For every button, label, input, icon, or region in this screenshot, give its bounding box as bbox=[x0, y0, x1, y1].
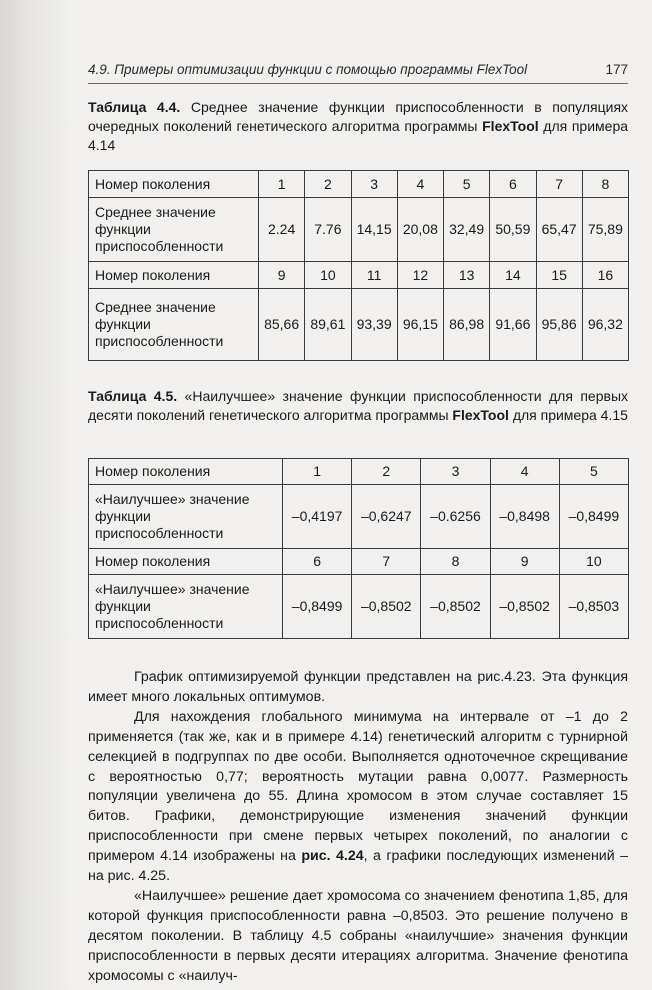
table-cell: 86,98 bbox=[444, 289, 490, 361]
table-cell: –0,8502 bbox=[421, 575, 490, 639]
page-number: 177 bbox=[605, 62, 628, 77]
table-row bbox=[89, 289, 629, 361]
row-label: Номер поколения bbox=[89, 171, 259, 198]
table-row bbox=[89, 171, 629, 198]
table-4-4 bbox=[88, 170, 629, 361]
table-cell: –0,4197 bbox=[283, 485, 352, 549]
table-cell: 1 bbox=[259, 171, 305, 198]
row-label: Номер поколения bbox=[89, 459, 283, 485]
table-cell: 96,15 bbox=[397, 289, 443, 361]
table-cell: 96,32 bbox=[582, 289, 628, 361]
table-cell: –0,8502 bbox=[490, 575, 559, 639]
table-cell: –0,8502 bbox=[352, 575, 421, 639]
table-cell: 75,89 bbox=[582, 198, 628, 262]
table-cell: 65,47 bbox=[536, 198, 582, 262]
table-cell: 14 bbox=[490, 262, 536, 289]
table-cell: 3 bbox=[421, 459, 490, 485]
table-cell: 3 bbox=[351, 171, 397, 198]
table-4-4-caption bbox=[88, 98, 628, 155]
table-row bbox=[89, 262, 629, 289]
table-4-5-caption-prog: FlexTool bbox=[452, 407, 509, 423]
table-cell: 50,59 bbox=[490, 198, 536, 262]
table-row bbox=[89, 459, 629, 485]
table-cell: –0,8503 bbox=[559, 575, 628, 639]
row-label: «Наилучшее» значение функции приспособленности bbox=[89, 485, 283, 549]
paragraph-text: Для нахождения глобального минимума на интервале от –1 до 2 применяется (так же, как и в примере 4.14) генетический алгоритм с турнирной селекцией в подгруппах по две особи. Выполняется одноточечное скрещивание с вероятностью 0,77; вероятность мутации равна 0,0077. Размерность популяции увеличена до 55. Длина хромосом в этом случае составляет 15 битов. Графики, демонстрирующие изменения значений функции приспособленности при смене первых четырех поколений, по аналогии с примером 4.14 изображены на bbox=[88, 708, 628, 865]
paragraph: «Наилучшее» решение дает хромосома со значением фенотипа 1,85, для которой функция приспособленности равна –0,8503. Это решение получено в десятом поколении. В таблицу 4.5 собраны «наилучшие» значения функции приспособленности в первых десяти итерациях алгоритма. Значение фенотипа хромосомы с «наилуч- bbox=[88, 887, 628, 984]
row-label: Среднее значение функции приспособленности bbox=[89, 289, 259, 361]
table-4-5-caption bbox=[88, 387, 628, 425]
table-4-5-caption-label: Таблица 4.5. bbox=[88, 388, 178, 404]
header-title: 4.9. Примеры оптимизации функции с помощью программы FlexTool bbox=[88, 62, 528, 77]
table-cell: 11 bbox=[351, 262, 397, 289]
table-4-4-caption-label: Таблица 4.4. bbox=[88, 99, 181, 115]
table-cell: –0,6247 bbox=[352, 485, 421, 549]
table-cell: 16 bbox=[582, 262, 628, 289]
table-cell: 6 bbox=[490, 171, 536, 198]
table-row bbox=[89, 485, 629, 549]
table-cell: 5 bbox=[559, 459, 628, 485]
running-header bbox=[88, 62, 628, 84]
table-cell: 85,66 bbox=[259, 289, 305, 361]
table-cell: 15 bbox=[536, 262, 582, 289]
table-4-5 bbox=[88, 458, 629, 639]
table-cell: 9 bbox=[259, 262, 305, 289]
table-cell: 10 bbox=[559, 549, 628, 575]
table-cell: 20,08 bbox=[397, 198, 443, 262]
table-4-4-caption-text: Среднее значение функции приспособленности в популяциях очередных поколений генетического алгоритма программы bbox=[88, 99, 629, 134]
page-gutter-shadow bbox=[0, 0, 72, 990]
paragraph-text: , а графики последующих изменений – на рис. 4.25. bbox=[88, 848, 628, 885]
table-cell: 1 bbox=[283, 459, 352, 485]
table-cell: 7 bbox=[352, 549, 421, 575]
table-row bbox=[89, 575, 629, 639]
table-row bbox=[89, 549, 629, 575]
table-cell: 8 bbox=[582, 171, 628, 198]
paragraph: График оптимизируемой функции представлен на рис.4.23. Эта функция имеет много локальных оптимумов. bbox=[88, 669, 628, 705]
table-cell: 7 bbox=[536, 171, 582, 198]
body-text bbox=[88, 668, 628, 987]
table-cell: 91,66 bbox=[490, 289, 536, 361]
table-cell: 2 bbox=[352, 459, 421, 485]
table-4-4-caption-tail: для примера 4.14 bbox=[88, 118, 629, 153]
table-cell: 9 bbox=[490, 549, 559, 575]
table-cell: 2 bbox=[305, 171, 351, 198]
table-cell: 5 bbox=[444, 171, 490, 198]
table-cell: 2.24 bbox=[259, 198, 305, 262]
table-cell: 13 bbox=[444, 262, 490, 289]
table-cell: –0.6256 bbox=[421, 485, 490, 549]
table-cell: 14,15 bbox=[351, 198, 397, 262]
table-cell: 7.76 bbox=[305, 198, 351, 262]
row-label: Номер поколения bbox=[89, 262, 259, 289]
paragraph bbox=[88, 708, 628, 887]
table-cell: 4 bbox=[397, 171, 443, 198]
table-cell: 4 bbox=[490, 459, 559, 485]
table-cell: –0,8498 bbox=[490, 485, 559, 549]
table-4-5-caption-text: «Наилучшее» значение функции приспособленности для первых десяти поколений генетического алгоритма программы bbox=[88, 388, 629, 423]
table-cell: 93,39 bbox=[351, 289, 397, 361]
table-4-5-caption-tail: для примера 4.15 bbox=[512, 407, 628, 423]
table-cell: –0,8499 bbox=[283, 575, 352, 639]
table-cell: 6 bbox=[283, 549, 352, 575]
table-cell: 32,49 bbox=[444, 198, 490, 262]
table-cell: 10 bbox=[305, 262, 351, 289]
table-cell: 95,86 bbox=[536, 289, 582, 361]
table-cell: 8 bbox=[421, 549, 490, 575]
table-row bbox=[89, 198, 629, 262]
row-label: Номер поколения bbox=[89, 549, 283, 575]
row-label: «Наилучшее» значение функции приспособленности bbox=[89, 575, 283, 639]
row-label: Среднее значение функции приспособленности bbox=[89, 198, 259, 262]
table-cell: 12 bbox=[397, 262, 443, 289]
table-cell: –0,8499 bbox=[559, 485, 628, 549]
figure-reference: рис. 4.24 bbox=[301, 848, 364, 865]
table-cell: 89,61 bbox=[305, 289, 351, 361]
table-4-4-caption-prog: FlexTool bbox=[482, 118, 539, 134]
